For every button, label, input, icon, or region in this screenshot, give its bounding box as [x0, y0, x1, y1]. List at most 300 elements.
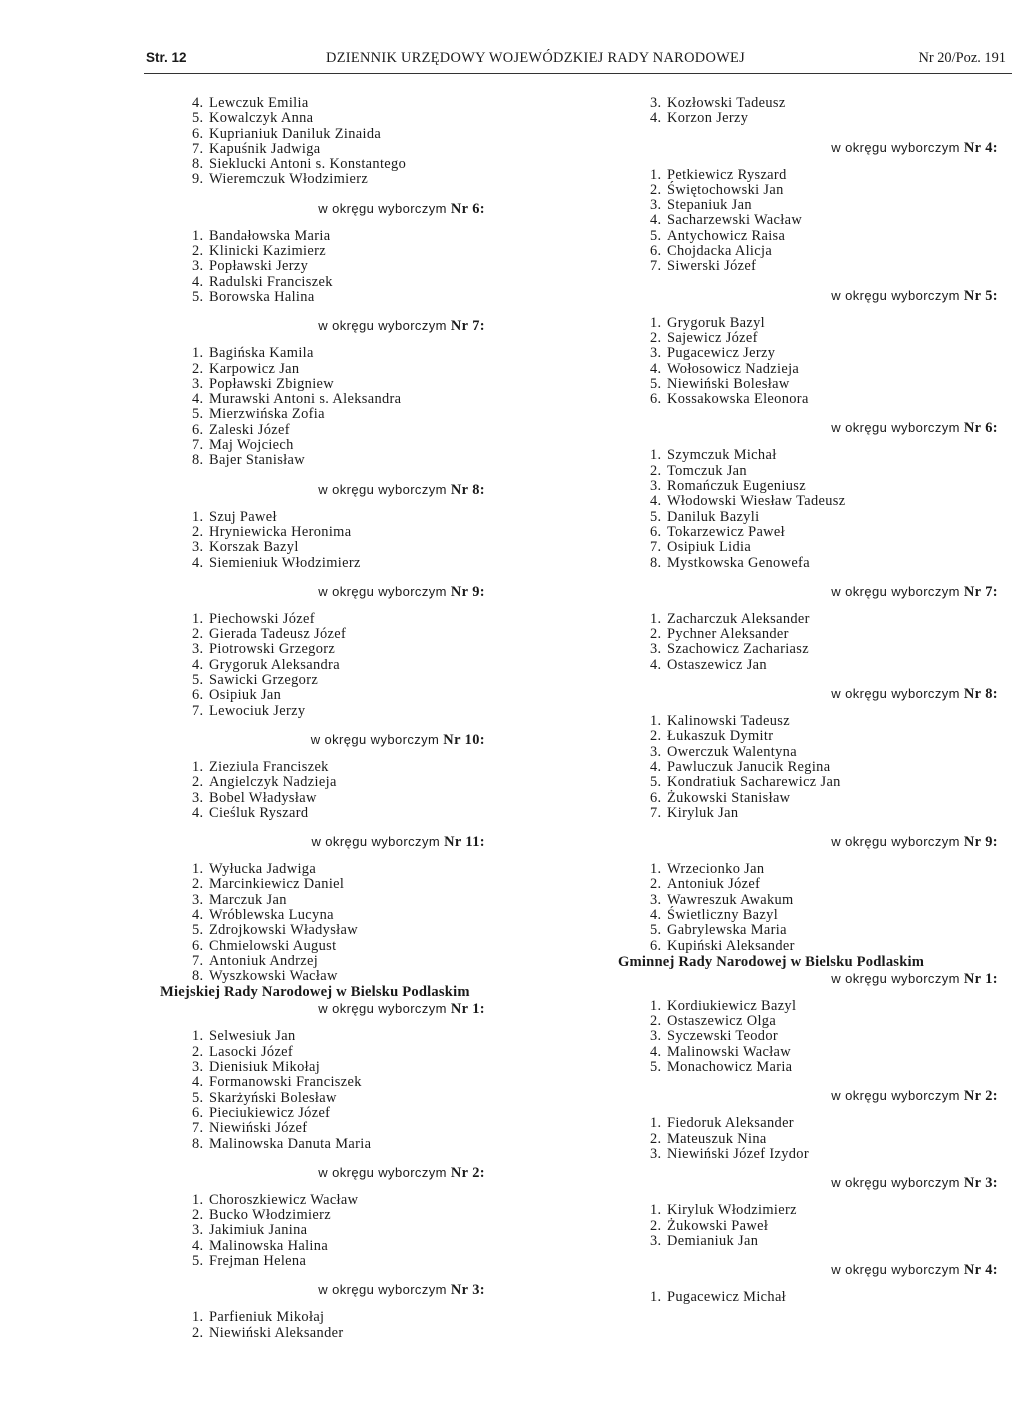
candidate-item — [650, 525, 1010, 540]
candidate-number: 6. — [192, 421, 204, 438]
candidate-number: 2. — [650, 876, 662, 893]
candidate-number: 2. — [650, 181, 662, 198]
candidate-number: 3. — [650, 345, 662, 362]
candidate-number: 1. — [192, 1191, 204, 1208]
candidate-item — [192, 1091, 555, 1106]
district-heading — [160, 200, 555, 218]
candidate-number: 6. — [192, 937, 204, 954]
candidate-number: 3. — [650, 1232, 662, 1249]
candidate-item — [192, 775, 555, 790]
district-prefix: w okręgu wyborczym — [831, 287, 964, 303]
candidate-name: Korzon Jerzy — [667, 110, 749, 127]
candidate-item — [650, 627, 1010, 642]
candidate-number: 7. — [650, 804, 662, 821]
district-number: Nr 7: — [450, 318, 485, 335]
district-heading — [618, 139, 1010, 157]
candidate-item — [192, 96, 555, 111]
candidate-number: 4. — [650, 906, 662, 923]
candidate-item — [192, 642, 555, 657]
candidate-name: Mystkowska Genowefa — [667, 554, 810, 571]
candidate-name: Włodowski Wiesław Tadeusz — [667, 493, 846, 510]
candidate-name: Zdrojkowski Władysław — [209, 922, 358, 939]
candidate-item — [192, 259, 555, 274]
candidate-name: Parfieniuk Mikołaj — [209, 1309, 325, 1326]
candidate-name: Bucko Włodzimierz — [209, 1207, 331, 1224]
candidate-number: 7. — [192, 952, 204, 969]
council-title: Gminnej Rady Narodowej w Bielsku Podlaskim — [618, 953, 925, 970]
candidate-item — [650, 908, 1010, 923]
candidate-item — [650, 479, 1010, 494]
candidate-number: 4. — [192, 656, 204, 673]
candidate-name: Sacharzewski Wacław — [667, 212, 803, 229]
district-heading — [618, 833, 1010, 851]
district-section — [618, 833, 1010, 954]
candidate-name: Wyszkowski Wacław — [209, 968, 338, 985]
candidate-number: 2. — [192, 876, 204, 893]
candidate-name: Świetliczny Bazyl — [667, 906, 779, 923]
candidate-name: Choroszkiewicz Wacław — [209, 1191, 359, 1208]
candidate-number: 5. — [650, 1059, 662, 1076]
candidate-number: 2. — [192, 523, 204, 540]
candidate-number: 5. — [650, 774, 662, 791]
candidate-name: Daniluk Bazyli — [667, 508, 760, 525]
candidate-item — [192, 688, 555, 703]
candidate-number: 4. — [650, 360, 662, 377]
candidate-number: 2. — [650, 329, 662, 346]
candidate-item — [192, 453, 555, 468]
candidate-item — [650, 377, 1010, 392]
candidate-number: 4. — [650, 656, 662, 673]
district-section — [618, 954, 1010, 1075]
candidate-number: 5. — [192, 288, 204, 305]
candidate-name: Demianiuk Jan — [667, 1232, 759, 1249]
candidate-item — [192, 392, 555, 407]
candidate-name: Sieklucki Antoni s. Konstantego — [209, 156, 407, 173]
candidate-item — [192, 127, 555, 142]
candidate-name: Bajer Stanisław — [209, 452, 305, 469]
district-prefix: w okręgu wyborczym — [310, 731, 444, 747]
candidate-item — [192, 244, 555, 259]
candidate-item — [650, 806, 1010, 821]
candidate-item — [192, 923, 555, 938]
candidate-number: 6. — [192, 125, 204, 142]
candidate-item — [192, 229, 555, 244]
candidate-number: 7. — [192, 140, 204, 157]
candidate-name: Wawreszuk Awakum — [667, 891, 794, 908]
candidate-name: Pawluczuk Janucik Regina — [667, 758, 831, 775]
candidate-name: Kiryluk Włodzimierz — [667, 1202, 797, 1219]
candidate-name: Syczewski Teodor — [667, 1028, 779, 1045]
candidate-item — [650, 362, 1010, 377]
candidate-item — [192, 510, 555, 525]
candidate-number: 6. — [650, 523, 662, 540]
district-number: Nr 6: — [450, 200, 485, 217]
candidate-number: 1. — [650, 314, 662, 331]
district-prefix: w okręgu wyborczym — [318, 1282, 451, 1298]
candidate-list — [618, 96, 1010, 127]
candidate-number: 3. — [192, 1222, 204, 1239]
district-section — [618, 139, 1010, 275]
candidate-item — [650, 642, 1010, 657]
candidate-number: 3. — [650, 1028, 662, 1045]
candidate-number: 2. — [192, 774, 204, 791]
candidate-name: Kiryluk Jan — [667, 804, 739, 821]
district-prefix: w okręgu wyborczym — [311, 834, 445, 850]
district-heading — [618, 685, 1010, 703]
candidate-number: 4. — [650, 110, 662, 127]
candidate-name: Tomczuk Jan — [667, 462, 747, 479]
candidate-item — [650, 893, 1010, 908]
district-prefix: w okręgu wyborczym — [831, 834, 964, 850]
candidate-number: 2. — [650, 1130, 662, 1147]
district-heading — [160, 481, 555, 499]
candidate-item — [192, 438, 555, 453]
candidate-item — [650, 939, 1010, 954]
district-number: Nr 3: — [450, 1282, 485, 1299]
candidate-number: 5. — [192, 406, 204, 423]
candidate-number: 3. — [192, 375, 204, 392]
candidate-item — [192, 1121, 555, 1136]
candidate-name: Chojdacka Alicja — [667, 243, 773, 260]
candidate-name: Romańczuk Eugeniusz — [667, 478, 806, 495]
page-number: Str. 12 — [146, 50, 187, 65]
candidate-name: Marcinkiewicz Daniel — [209, 876, 345, 893]
candidate-item — [650, 96, 1010, 111]
candidate-item — [650, 760, 1010, 775]
candidate-number: 5. — [650, 922, 662, 939]
candidate-number: 1. — [650, 447, 662, 464]
candidate-item — [192, 157, 555, 172]
candidate-name: Wieremczuk Włodzimierz — [209, 171, 369, 188]
candidate-item — [650, 1147, 1010, 1162]
candidate-number: 2. — [650, 626, 662, 643]
candidate-number: 3. — [192, 1059, 204, 1076]
district-heading — [618, 583, 1010, 601]
candidate-item — [192, 1060, 555, 1075]
candidate-item — [650, 259, 1010, 274]
candidate-name: Owerczuk Walentyna — [667, 743, 797, 760]
district-heading — [618, 1087, 1010, 1105]
district-number: Nr 11: — [444, 834, 485, 851]
candidate-list — [160, 612, 555, 719]
candidate-name: Klinicki Kazimierz — [209, 243, 326, 260]
district-heading — [618, 1174, 1010, 1192]
candidate-item — [650, 862, 1010, 877]
candidate-number: 1. — [650, 1115, 662, 1132]
candidate-item — [650, 1203, 1010, 1218]
district-section — [160, 731, 555, 821]
candidate-number: 5. — [650, 375, 662, 392]
district-prefix: w okręgu wyborczym — [318, 1001, 451, 1017]
candidate-item — [192, 407, 555, 422]
candidate-name: Wyłucka Jadwiga — [209, 861, 317, 878]
candidate-item — [650, 923, 1010, 938]
candidate-number: 4. — [650, 493, 662, 510]
district-section — [160, 583, 555, 719]
candidate-number: 7. — [192, 1120, 204, 1137]
district-section — [160, 96, 555, 188]
candidate-item — [650, 1219, 1010, 1234]
candidate-number: 1. — [650, 1202, 662, 1219]
candidate-name: Osipiuk Lidia — [667, 539, 752, 556]
candidate-number: 5. — [192, 1253, 204, 1270]
district-prefix: w okręgu wyborczym — [831, 139, 964, 155]
candidate-name: Kapuśnik Jadwiga — [209, 140, 321, 157]
candidate-number: 1. — [192, 227, 204, 244]
candidate-name: Pychner Aleksander — [667, 626, 789, 643]
candidate-item — [192, 362, 555, 377]
candidate-number: 1. — [192, 610, 204, 627]
candidate-item — [650, 745, 1010, 760]
district-section — [618, 1174, 1010, 1249]
candidate-number: 9. — [192, 171, 204, 188]
candidate-item — [192, 1137, 555, 1152]
candidate-name: Dienisiuk Mikołaj — [209, 1059, 321, 1076]
candidate-item — [650, 316, 1010, 331]
candidate-number: 2. — [192, 1043, 204, 1060]
candidate-item — [192, 969, 555, 984]
candidate-number: 1. — [650, 861, 662, 878]
issue-number: Nr 20/Poz. 191 — [918, 50, 1006, 66]
candidate-name: Malinowska Danuta Maria — [209, 1135, 372, 1152]
candidate-number: 4. — [192, 1074, 204, 1091]
district-heading — [160, 1000, 555, 1018]
district-number: Nr 7: — [963, 583, 998, 600]
candidate-list — [160, 510, 555, 571]
candidate-name: Maj Wojciech — [209, 437, 294, 454]
candidate-item — [192, 1326, 555, 1341]
candidate-item — [192, 673, 555, 688]
candidate-number: 2. — [192, 243, 204, 260]
candidate-name: Sawicki Grzegorz — [209, 672, 319, 689]
candidate-item — [192, 423, 555, 438]
candidate-name: Niewiński Aleksander — [209, 1324, 344, 1341]
candidate-item — [650, 540, 1010, 555]
candidate-name: Bagińska Kamila — [209, 345, 314, 362]
candidate-list — [618, 999, 1010, 1075]
candidate-item — [650, 111, 1010, 126]
candidate-item — [192, 1223, 555, 1238]
candidate-item — [192, 862, 555, 877]
candidate-number: 8. — [650, 554, 662, 571]
candidate-list — [618, 612, 1010, 673]
candidate-name: Marczuk Jan — [209, 891, 287, 908]
district-section — [618, 1261, 1010, 1305]
candidate-number: 1. — [650, 1289, 662, 1306]
candidate-name: Świętochowski Jan — [667, 181, 784, 198]
district-heading — [160, 317, 555, 335]
candidate-name: Grygoruk Bazyl — [667, 314, 766, 331]
candidate-item — [650, 1060, 1010, 1075]
candidate-item — [650, 331, 1010, 346]
district-heading — [160, 1164, 555, 1182]
candidate-name: Ostaszewicz Olga — [667, 1013, 777, 1030]
candidate-number: 3. — [192, 891, 204, 908]
candidate-list — [618, 1290, 1010, 1305]
candidate-number: 4. — [192, 273, 204, 290]
candidate-item — [650, 612, 1010, 627]
district-prefix: w okręgu wyborczym — [318, 481, 451, 497]
candidate-list — [160, 1193, 555, 1269]
candidate-name: Bobel Władysław — [209, 789, 317, 806]
candidate-name: Lasocki Józef — [209, 1043, 294, 1060]
candidate-number: 7. — [650, 258, 662, 275]
candidate-item — [192, 1254, 555, 1269]
candidate-name: Lewociuk Jerzy — [209, 702, 306, 719]
candidate-number: 4. — [192, 804, 204, 821]
candidate-number: 5. — [650, 227, 662, 244]
candidate-name: Wrzecionko Jan — [667, 861, 765, 878]
candidate-name: Jakimiuk Janina — [209, 1222, 308, 1239]
candidate-number: 5. — [650, 508, 662, 525]
district-section — [160, 481, 555, 571]
candidate-list — [160, 760, 555, 821]
candidate-name: Kondratiuk Sacharewicz Jan — [667, 774, 841, 791]
candidate-list — [618, 1116, 1010, 1162]
candidate-number: 1. — [650, 166, 662, 183]
district-prefix: w okręgu wyborczym — [831, 1175, 964, 1191]
district-number: Nr 1: — [450, 1001, 485, 1018]
candidate-name: Cieśluk Ryszard — [209, 804, 309, 821]
candidate-name: Ostaszewicz Jan — [667, 656, 767, 673]
candidate-item — [650, 494, 1010, 509]
candidate-number: 4. — [192, 391, 204, 408]
candidate-number: 6. — [650, 789, 662, 806]
candidate-number: 8. — [192, 452, 204, 469]
candidate-name: Osipiuk Jan — [209, 687, 282, 704]
district-heading — [618, 419, 1010, 437]
candidate-name: Skarżyński Bolesław — [209, 1089, 337, 1106]
candidate-number: 1. — [650, 997, 662, 1014]
candidate-item — [650, 392, 1010, 407]
candidate-item — [192, 704, 555, 719]
candidate-name: Formanowski Franciszek — [209, 1074, 362, 1091]
candidate-number: 6. — [650, 937, 662, 954]
candidate-number: 3. — [650, 641, 662, 658]
candidate-number: 3. — [650, 95, 662, 111]
council-title: Miejskiej Rady Narodowej w Bielsku Podlaskim — [160, 984, 470, 1001]
candidate-number: 4. — [650, 212, 662, 229]
candidate-name: Siwerski Józef — [667, 258, 757, 275]
candidate-number: 2. — [192, 360, 204, 377]
candidate-item — [650, 1132, 1010, 1147]
candidate-item — [192, 806, 555, 821]
candidate-name: Zieziula Franciszek — [209, 758, 329, 775]
candidate-item — [650, 198, 1010, 213]
candidate-number: 3. — [192, 539, 204, 556]
candidate-name: Murawski Antoni s. Aleksandra — [209, 391, 402, 408]
candidate-list — [618, 862, 1010, 954]
candidate-number: 2. — [650, 1217, 662, 1234]
candidate-item — [192, 377, 555, 392]
district-heading — [618, 1261, 1010, 1279]
candidate-number: 7. — [650, 539, 662, 556]
candidate-number: 8. — [192, 1135, 204, 1152]
candidate-number: 2. — [650, 1013, 662, 1030]
candidate-item — [650, 1290, 1010, 1305]
left-column — [160, 96, 555, 1341]
candidate-name: Lewczuk Emilia — [209, 95, 309, 111]
district-section — [160, 317, 555, 468]
candidate-name: Kupiński Aleksander — [667, 937, 795, 954]
candidate-number: 5. — [192, 922, 204, 939]
candidate-name: Petkiewicz Ryszard — [667, 166, 787, 183]
candidate-number: 7. — [192, 702, 204, 719]
candidate-item — [192, 540, 555, 555]
candidate-item — [192, 1208, 555, 1223]
candidate-name: Kordiukiewicz Bazyl — [667, 997, 797, 1014]
candidate-item — [192, 627, 555, 642]
candidate-item — [650, 729, 1010, 744]
candidate-item — [192, 1193, 555, 1208]
candidate-name: Żukowski Stanisław — [667, 789, 791, 806]
candidate-name: Kalinowski Tadeusz — [667, 713, 790, 730]
candidate-number: 5. — [192, 672, 204, 689]
district-section — [160, 833, 555, 984]
candidate-name: Malinowska Halina — [209, 1237, 329, 1254]
candidate-item — [192, 908, 555, 923]
candidate-number: 1. — [192, 758, 204, 775]
candidate-list — [160, 346, 555, 468]
candidate-name: Niewiński Bolesław — [667, 375, 790, 392]
candidate-number: 4. — [192, 906, 204, 923]
candidate-name: Karpowicz Jan — [209, 360, 300, 377]
candidate-item — [192, 877, 555, 892]
district-number: Nr 4: — [963, 1262, 998, 1279]
candidate-item — [650, 448, 1010, 463]
candidate-name: Popławski Jerzy — [209, 258, 309, 275]
candidate-item — [192, 1106, 555, 1121]
candidate-item — [192, 525, 555, 540]
candidate-name: Tokarzewicz Paweł — [667, 523, 786, 540]
candidate-item — [192, 111, 555, 126]
candidate-number: 2. — [650, 728, 662, 745]
district-section — [160, 1164, 555, 1269]
candidate-item — [650, 1045, 1010, 1060]
district-prefix: w okręgu wyborczym — [831, 583, 964, 599]
candidate-name: Malinowski Wacław — [667, 1043, 792, 1060]
district-prefix: w okręgu wyborczym — [831, 420, 964, 436]
candidate-number: 4. — [650, 758, 662, 775]
candidate-number: 2. — [192, 626, 204, 643]
candidate-name: Kuprianiuk Daniluk Zinaida — [209, 125, 382, 142]
candidate-name: Piechowski Józef — [209, 610, 315, 627]
district-number: Nr 2: — [450, 1164, 485, 1181]
candidate-number: 8. — [192, 156, 204, 173]
candidate-item — [192, 791, 555, 806]
candidate-item — [192, 172, 555, 187]
candidate-name: Kossakowska Eleonora — [667, 391, 809, 408]
candidate-name: Radulski Franciszek — [209, 273, 333, 290]
candidate-item — [192, 1075, 555, 1090]
district-heading — [160, 583, 555, 601]
district-number: Nr 6: — [963, 420, 998, 437]
district-number: Nr 2: — [963, 1088, 998, 1105]
candidate-list — [160, 96, 555, 188]
district-prefix: w okręgu wyborczym — [831, 1262, 964, 1278]
candidate-number: 1. — [650, 713, 662, 730]
candidate-name: Niewiński Józef — [209, 1120, 308, 1137]
candidate-name: Mateuszuk Nina — [667, 1130, 767, 1147]
district-section — [618, 419, 1010, 570]
candidate-item — [650, 346, 1010, 361]
candidate-item — [650, 714, 1010, 729]
candidate-number: 4. — [192, 554, 204, 571]
district-prefix: w okręgu wyborczym — [318, 1164, 451, 1180]
candidate-number: 1. — [650, 610, 662, 627]
candidate-name: Monachowicz Maria — [667, 1059, 793, 1076]
candidate-list — [618, 448, 1010, 570]
